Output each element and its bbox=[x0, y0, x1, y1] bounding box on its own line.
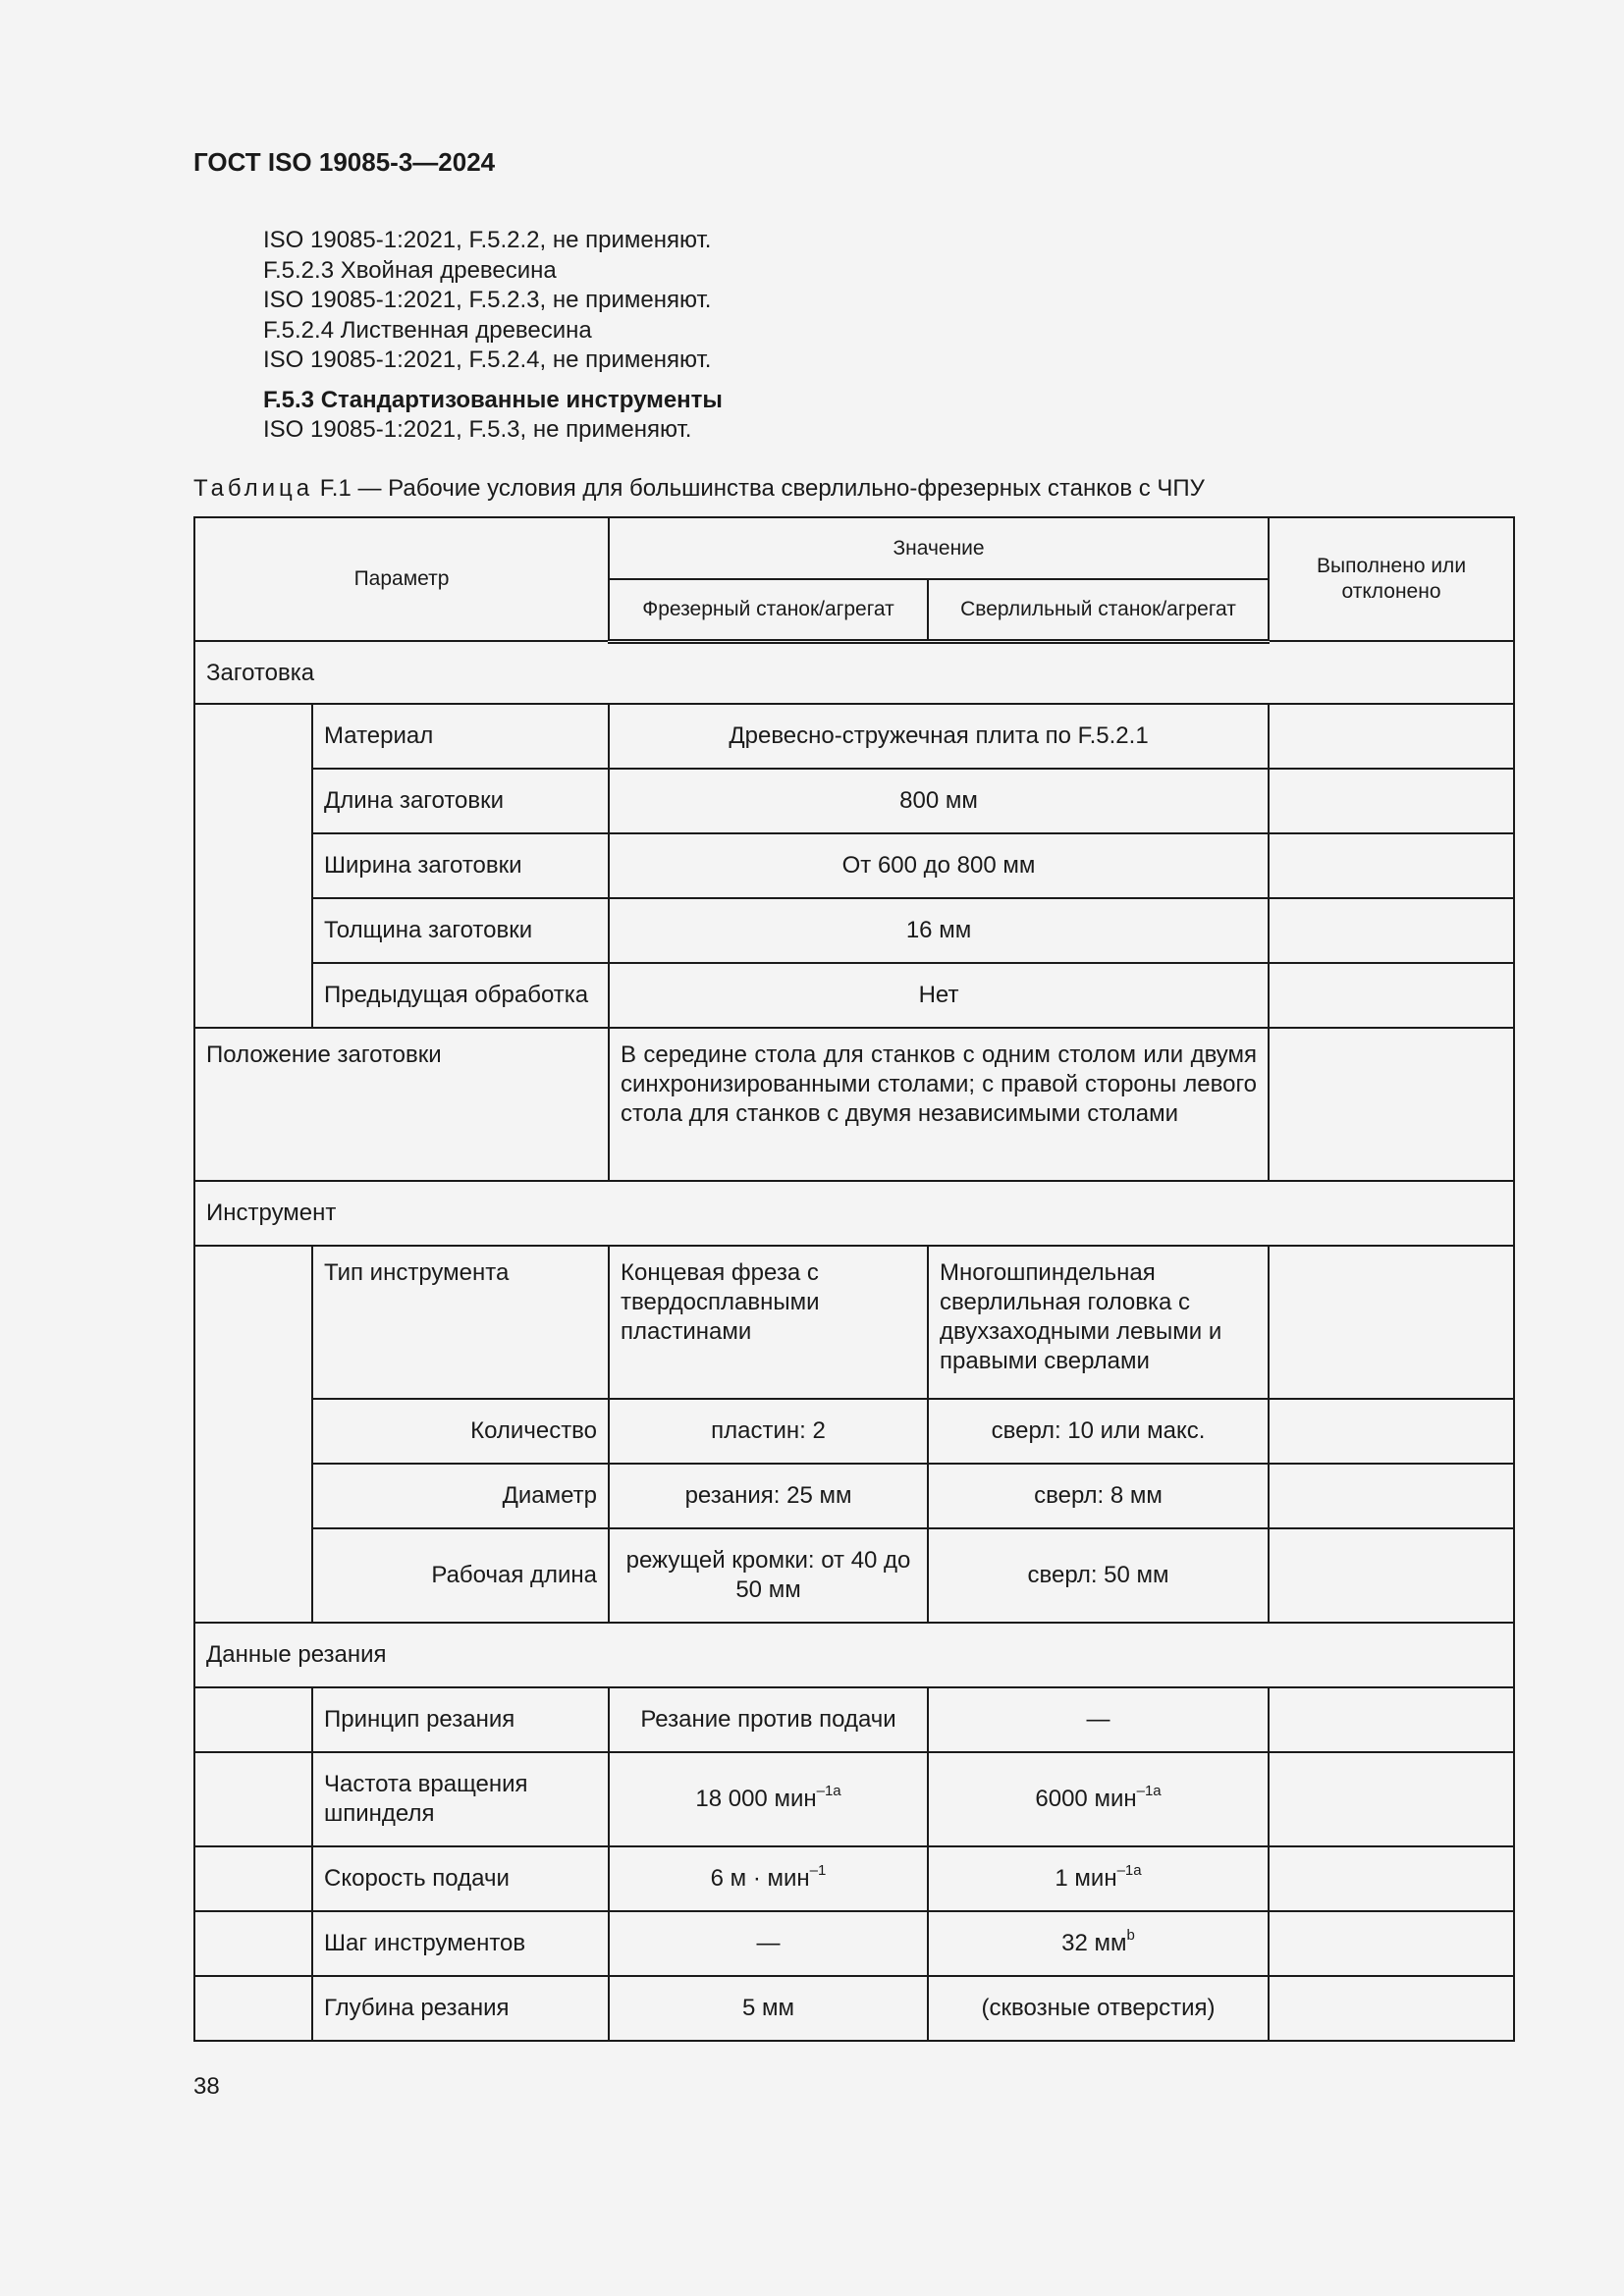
indent-cell bbox=[194, 1687, 312, 1752]
table-row bbox=[194, 1911, 1514, 1976]
row-label: Ширина заготовки bbox=[312, 833, 609, 898]
milling-value bbox=[609, 1846, 928, 1911]
value-text: 32 мм bbox=[1061, 1930, 1127, 1956]
table-row bbox=[194, 833, 1514, 898]
table-caption bbox=[193, 475, 1205, 503]
done-cell bbox=[1269, 704, 1514, 769]
row-label: Предыдущая обработка bbox=[312, 963, 609, 1028]
milling-value: режущей кромки: от 40 до 50 мм bbox=[609, 1528, 928, 1623]
operating-conditions-table bbox=[193, 516, 1515, 2042]
table-row bbox=[194, 963, 1514, 1028]
drilling-value bbox=[928, 1846, 1269, 1911]
row-value: 800 мм bbox=[609, 769, 1269, 833]
row-value: Древесно-стружечная плита по F.5.2.1 bbox=[609, 704, 1269, 769]
header-drilling: Сверлильный станок/агрегат bbox=[928, 579, 1269, 641]
group-title: Инструмент bbox=[194, 1181, 1514, 1246]
indent-cell bbox=[194, 704, 312, 1028]
milling-value: Концевая фреза с твердосплавными пластинами bbox=[609, 1246, 928, 1399]
indent-cell bbox=[194, 1246, 312, 1623]
body-line: ISO 19085-1:2021, F.5.3, не применяют. bbox=[263, 416, 692, 443]
row-label: Тип инструмента bbox=[312, 1246, 609, 1399]
indent-cell bbox=[194, 1846, 312, 1911]
done-cell bbox=[1269, 769, 1514, 833]
row-value: От 600 до 800 мм bbox=[609, 833, 1269, 898]
done-cell bbox=[1269, 1528, 1514, 1623]
done-cell bbox=[1269, 898, 1514, 963]
table-row bbox=[194, 1028, 1514, 1181]
group-title: Заготовка bbox=[194, 641, 1514, 704]
row-label: Материал bbox=[312, 704, 609, 769]
done-cell bbox=[1269, 1911, 1514, 1976]
milling-value bbox=[609, 1752, 928, 1846]
table-header-row bbox=[194, 517, 1514, 579]
row-label: Глубина резания bbox=[312, 1976, 609, 2041]
page-number: 38 bbox=[193, 2073, 220, 2100]
indent-cell bbox=[194, 1752, 312, 1846]
done-cell bbox=[1269, 1846, 1514, 1911]
indent-cell bbox=[194, 1911, 312, 1976]
row-value: 16 мм bbox=[609, 898, 1269, 963]
superscript: b bbox=[1126, 1927, 1135, 1944]
table-row bbox=[194, 1752, 1514, 1846]
drilling-value: сверл: 10 или макс. bbox=[928, 1399, 1269, 1464]
row-label: Длина заготовки bbox=[312, 769, 609, 833]
drilling-value: сверл: 8 мм bbox=[928, 1464, 1269, 1528]
row-label: Диаметр bbox=[312, 1464, 609, 1528]
table-row bbox=[194, 1846, 1514, 1911]
table-row bbox=[194, 1528, 1514, 1623]
group-row bbox=[194, 1181, 1514, 1246]
table-row bbox=[194, 769, 1514, 833]
superscript: –1 bbox=[809, 1862, 827, 1879]
table-caption-text: F.1 — Рабочие условия для большинства сверлильно-фрезерных станков с ЧПУ bbox=[313, 475, 1205, 502]
table-row bbox=[194, 1976, 1514, 2041]
table-row bbox=[194, 1399, 1514, 1464]
milling-value: 5 мм bbox=[609, 1976, 928, 2041]
done-cell bbox=[1269, 1399, 1514, 1464]
table-row bbox=[194, 1246, 1514, 1399]
drilling-value: (сквозные отверстия) bbox=[928, 1976, 1269, 2041]
section-heading: F.5.3 Стандартизованные инструменты bbox=[263, 386, 723, 413]
drilling-value: — bbox=[928, 1687, 1269, 1752]
indent-cell bbox=[194, 1976, 312, 2041]
row-label: Толщина заготовки bbox=[312, 898, 609, 963]
done-cell bbox=[1269, 1976, 1514, 2041]
value-text: 18 000 мин bbox=[695, 1786, 817, 1812]
body-line: ISO 19085-1:2021, F.5.2.4, не применяют. bbox=[263, 347, 712, 373]
header-param: Параметр bbox=[194, 517, 609, 641]
row-label: Принцип резания bbox=[312, 1687, 609, 1752]
header-value: Значение bbox=[609, 517, 1269, 579]
done-cell bbox=[1269, 1752, 1514, 1846]
table-row bbox=[194, 704, 1514, 769]
table-row bbox=[194, 1464, 1514, 1528]
clause-heading: F.5.2.3 Хвойная древесина bbox=[263, 256, 557, 284]
document-header: ГОСТ ISO 19085-3—2024 bbox=[193, 147, 496, 177]
done-cell bbox=[1269, 963, 1514, 1028]
row-value: Нет bbox=[609, 963, 1269, 1028]
header-milling: Фрезерный станок/агрегат bbox=[609, 579, 928, 641]
header-done: Выполнено или отклонено bbox=[1269, 517, 1514, 641]
group-row bbox=[194, 1623, 1514, 1687]
done-cell bbox=[1269, 1464, 1514, 1528]
clause-heading: F.5.2.4 Лиственная древесина bbox=[263, 316, 592, 344]
body-line: ISO 19085-1:2021, F.5.2.2, не применяют. bbox=[263, 227, 712, 253]
value-text: 1 мин bbox=[1055, 1865, 1117, 1892]
milling-value: резания: 25 мм bbox=[609, 1464, 928, 1528]
value-text: 6000 мин bbox=[1035, 1786, 1137, 1812]
done-cell bbox=[1269, 1246, 1514, 1399]
drilling-value bbox=[928, 1752, 1269, 1846]
group-title: Данные резания bbox=[194, 1623, 1514, 1687]
row-label: Шаг инструментов bbox=[312, 1911, 609, 1976]
row-label: Скорость подачи bbox=[312, 1846, 609, 1911]
done-cell bbox=[1269, 1687, 1514, 1752]
row-label: Рабочая длина bbox=[312, 1528, 609, 1623]
drilling-value: Многошпиндельная сверлильная головка с двухзаходными левыми и правыми сверлами bbox=[928, 1246, 1269, 1399]
drilling-value bbox=[928, 1911, 1269, 1976]
milling-value: — bbox=[609, 1911, 928, 1976]
superscript: –1a bbox=[816, 1783, 841, 1799]
table-row bbox=[194, 1687, 1514, 1752]
done-cell bbox=[1269, 833, 1514, 898]
row-value: В середине стола для станков с одним столом или двумя синхронизированными столами; с правой стороны левого стола для станков с двумя независимыми столами bbox=[609, 1028, 1269, 1181]
row-label: Количество bbox=[312, 1399, 609, 1464]
superscript: –1a bbox=[1136, 1783, 1162, 1799]
row-label: Частота вращения шпинделя bbox=[312, 1752, 609, 1846]
drilling-value: сверл: 50 мм bbox=[928, 1528, 1269, 1623]
table-caption-prefix: Таблица bbox=[193, 475, 314, 502]
superscript: –1a bbox=[1116, 1862, 1142, 1879]
body-text bbox=[263, 226, 723, 446]
value-text: 6 м · мин bbox=[710, 1865, 810, 1892]
group-row bbox=[194, 641, 1514, 704]
done-cell bbox=[1269, 1028, 1514, 1181]
row-label: Положение заготовки bbox=[194, 1028, 609, 1181]
milling-value: Резание против подачи bbox=[609, 1687, 928, 1752]
body-line: ISO 19085-1:2021, F.5.2.3, не применяют. bbox=[263, 287, 712, 313]
milling-value: пластин: 2 bbox=[609, 1399, 928, 1464]
table-row bbox=[194, 898, 1514, 963]
